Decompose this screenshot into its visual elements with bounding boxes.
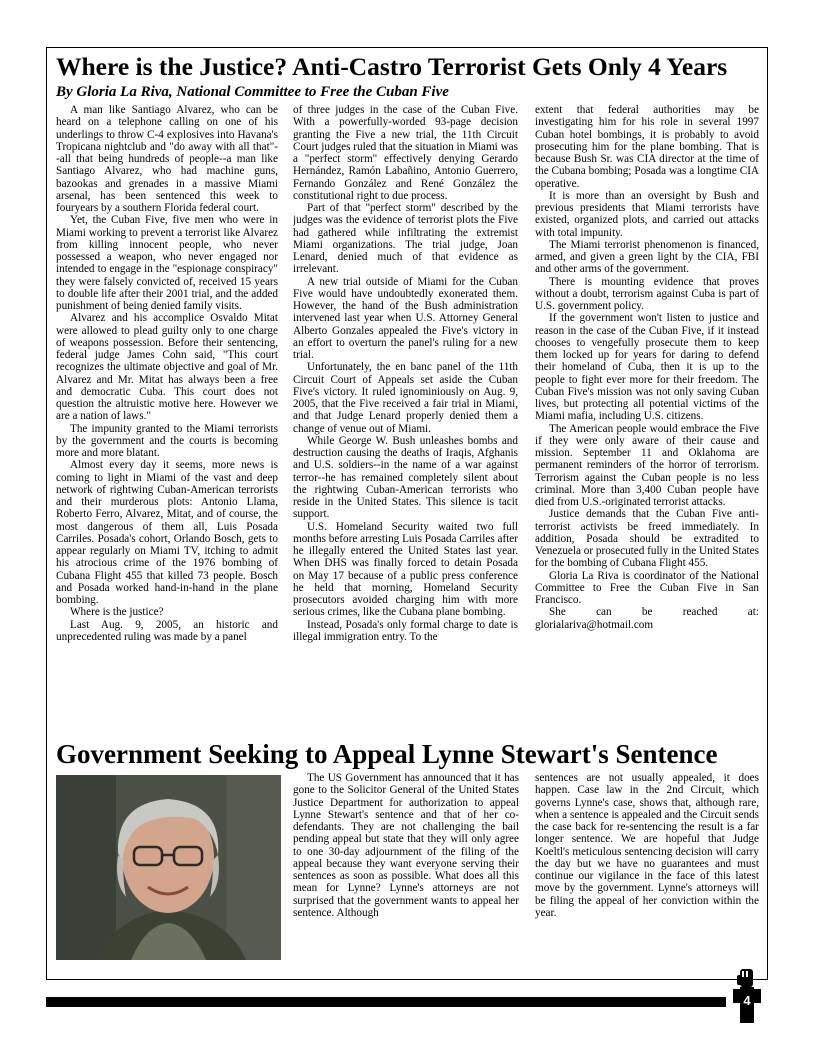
paragraph: Instead, Posada's only formal charge to date is illegal immigration entry. To the [293, 618, 518, 643]
paragraph: Almost every day it seems, more news is coming to light in Miami of the vast and deep network of rightwing Cuban-American terrorists and their murderous plots: Antonio Llama, Roberto Ferro, Alvarez, Mitat, and of course, the most dangerous of them all, Luis Posada Carriles. Posada's cohort, Orlando Bosch, gets to appear regularly on Miami TV, itching to admit his atrocious crime of the 1976 bombing of Cubana Flight 455 that killed 73 people. Bosch and Posada worked hand-in-hand in the plane bombing. [56, 459, 278, 606]
paragraph: There is mounting evidence that proves without a doubt, terrorism against Cuba is part of U.S. government policy. [535, 275, 759, 312]
article-headline: Where is the Justice? Anti-Castro Terrorist Gets Only 4 Years [56, 52, 728, 81]
paragraph: The impunity granted to the Miami terrorists by the government and the courts is becoming more and more blatant. [56, 422, 278, 459]
footer-rule [46, 997, 726, 1007]
paragraph: Part of that "perfect storm" described by the judges was the evidence of terrorist plots the Five had gathered while infiltrating the extremist Miami organizations. The trial judge, Joan Lenard, denied much of that evidence as irrelevant. [293, 202, 518, 276]
second-article-column-1 [293, 772, 519, 962]
paragraph: Unfortunately, the en banc panel of the 11th Circuit Court of Appeals set aside the Cuban Five's victory. It ruled ignominiously on Aug. 9, 2005, that the Five received a fair trial in Miami, and that Judge Lenard properly denied them a change of venue out of Miami. [293, 361, 518, 435]
second-article-headline: Government Seeking to Appeal Lynne Stewart's Sentence [56, 739, 718, 769]
article-column-1 [56, 104, 278, 744]
paragraph: A new trial outside of Miami for the Cuban Five would have undoubtedly exonerated them. However, the hand of the Bush administration intervened last year when U.S. Attorney General Alberto Gonzales appealed the Five's victory in an effort to overturn the panel's ruling for a new trial. [293, 275, 518, 361]
paragraph: Justice demands that the Cuban Five anti-terrorist activists be freed immediately. In addition, Posada should be extradited to Venezuela or prosecuted fully in the United States for the bombing of Cubana Flight 455. [535, 508, 759, 570]
paragraph: Yet, the Cuban Five, five men who were in Miami working to prevent a terrorist like Alvarez from killing innocent people, who never possessed a weapon, who never engaged nor intended to engage in the "espionage conspiracy" they were falsely convicted of, received 15 years to double life after their 2001 trial, and the added punishment of being denied family visits. [56, 214, 278, 312]
second-article-column-2 [535, 772, 759, 962]
portrait-illustration [56, 775, 281, 960]
paragraph: Alvarez and his accomplice Osvaldo Mitat were allowed to plead guilty only to one charge of weapons possession. Before their sentencing, federal judge James Cohn said, "This court recognizes the ultimate objective and goal of Mr. Alvarez and Mr. Mitat has always been a free and democratic Cuba. This court does not question the altruistic motive here. However we are a nation of laws." [56, 312, 278, 423]
paragraph: The American people would embrace the Five if they were only aware of their cause and mission. September 11 and Oklahoma are permanent reminders of the horror of terrorism. Terrorism against the Cuban people is no less criminal. More than 3,400 Cuban people have died from U.S.-originated terrorist attacks. [535, 422, 759, 508]
paragraph: The US Government has announced that it has gone to the Solicitor General of the United States Justice Department for authorization to appeal Lynne Stewart's sentence and that of her co-defendants. They are not challenging the bail pending appeal but state that they will only agree to one 30-day adjournment of the filing of the appeal because they want everyone serving their sentences as soon as possible. What does all this mean for Lynne? Lynne's attorneys are not surprised that the government wants to appeal her sentence. Although [293, 772, 519, 919]
page-number: 4 [743, 993, 751, 1008]
portrait-photo [56, 775, 281, 960]
paragraph: Gloria La Riva is coordinator of the National Committee to Free the Cuban Five in San Francisco. [535, 569, 759, 606]
article-byline: By Gloria La Riva, National Committee to Free the Cuban Five [56, 84, 449, 100]
paragraph: The Miami terrorist phenomenon is financed, armed, and given a green light by the CIA, FBI and other arms of the government. [535, 238, 759, 276]
paragraph: While George W. Bush unleashes bombs and destruction causing the deaths of Iraqis, Afghanis and U.S. soldiers--in the name of a war against terror--he has remained completely silent about the rightwing Cuban-American terrorists who reside in the United States. This silence is tacit support. [293, 434, 518, 521]
paragraph: Where is the justice? [70, 606, 164, 619]
paragraph: It is more than an oversight by Bush and previous presidents that Miami terrorists have existed, organized plots, and carried out attacks with total impunity. [535, 189, 759, 239]
article-column-3 [535, 104, 759, 744]
paragraph: sentences are not usually appealed, it does happen. Case law in the 2nd Circuit, which governs Lynne's case, shows that, although rare, when a sentence is appealed and the Circuit sends the case back for re-sentencing the result is a far longer sentence. We are hopeful that Judge Koeltl's meticulous sentencing decision will carry the day but we have no guarantees and must continue our vigilance in the face of this latest move by the government. Lynne's attorneys will be filing the appeal of her conviction within the year. [535, 772, 759, 919]
article-column-2 [293, 104, 518, 744]
paragraph: U.S. Homeland Security waited two full months before arresting Luis Posada Carriles after he illegally entered the United States last year. When DHS was finally forced to detain Posada on May 17 because of a public press conference he held that morning, Homeland Security prosecutors avoided charging him with more serious crimes, like the Cubana plane bombing. [293, 520, 518, 619]
paragraph: She can be reached at: glorialariva@hotmail.com [535, 606, 759, 631]
paragraph: A man like Santiago Alvarez, who can be heard on a telephone calling on one of his underlings to throw C-4 explosives into Havana's Tropicana nightclub and "do away with all that"--all that being hundreds of people--a man like Santiago Alvarez, who had machine guns, bazookas and grenades in a massive Miami arsenal, has been sentenced this week to fouryears by a southern Florida federal court. [56, 104, 278, 214]
paragraph: extent that federal authorities may be investigating him for his role in several 1997 Cuban hotel bombings, it is probably to avoid prosecuting him for the plane bombing. That is because Bush Sr. was CIA director at the time of the Cubana bombing; Posada was a longtime CIA operative. [535, 104, 759, 190]
paragraph: Last Aug. 9, 2005, an historic and unprecedented ruling was made by a panel [56, 618, 278, 643]
paragraph: If the government won't listen to justice and reason in the case of the Cuban Five, if it instead chooses to vengefully prosecute them to keep them locked up for years for daring to defend their homeland of Cuba, then it is up to the people to fight ever more for their freedom. The Cuban Five's mission was not only saving Cuban lives, but protecting all potential victims of the Miami mafia, including U.S. citizens. [535, 312, 759, 423]
paragraph: of three judges in the case of the Cuban Five. With a powerfully-worded 93-page decision granting the Five a new trial, the 11th Circuit Court judges ruled that the situation in Miami was a "perfect storm" effectively denying Gerardo Hernández, Ramón Labañino, Antonio Guerrero, Fernando González and René González the constitutional right to due process. [293, 104, 518, 202]
